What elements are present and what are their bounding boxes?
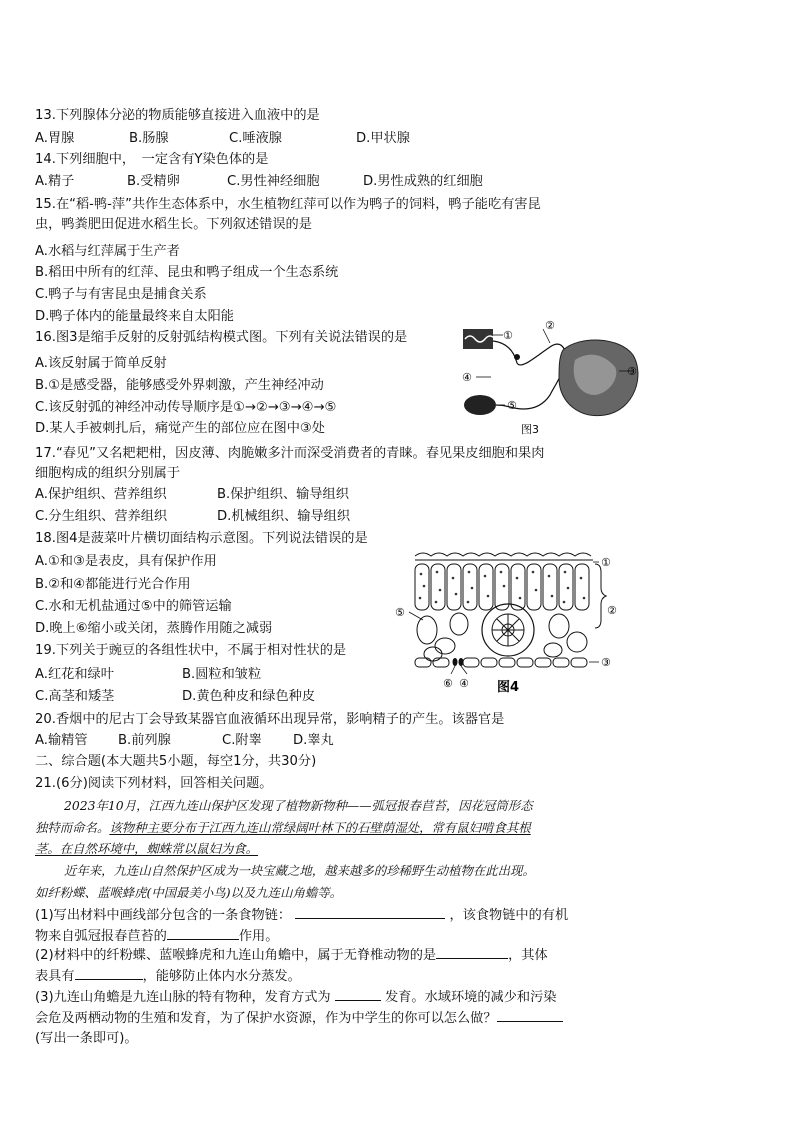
q21-sub2-blank-invertebrate[interactable] <box>436 946 508 959</box>
q18-option-a: A.①和③是表皮，具有保护作用 <box>35 554 217 569</box>
q13-stem: 13.下列腺体分泌的物质能够直接进入血液中的是 <box>35 108 320 123</box>
q15-option-a: A.水稻与红萍属于生产者 <box>35 244 180 259</box>
q13-option-c: C.唾液腺 <box>229 131 282 146</box>
q14-option-a: A.精子 <box>35 174 75 189</box>
q16-option-b: B.①是感受器，能够感受外界刺激，产生神经冲动 <box>35 378 324 393</box>
q20-option-d: D.睾丸 <box>293 733 334 748</box>
spongy-tissue-shape <box>417 613 587 661</box>
palisade-tissue-shape <box>415 564 589 610</box>
q17-option-a: A.保护组织、营养组织 <box>35 487 167 502</box>
fig3-label-3: ③ <box>627 365 637 378</box>
fig4-label-3: ③ <box>601 656 611 669</box>
q17-stem-line2: 细胞构成的组织分别属于 <box>35 466 181 481</box>
fig3-label-1: ① <box>503 329 513 342</box>
q15-stem-line2: 虫，鸭粪肥田促进水稻生长。下列叙述错误的是 <box>35 217 312 232</box>
q15-option-b: B.稻田中所有的红萍、昆虫和鸭子组成一个生态系统 <box>35 265 339 280</box>
q17-option-c: C.分生组织、营养组织 <box>35 509 168 524</box>
q21-sub1-blank-food-chain[interactable] <box>295 906 445 919</box>
q21-sub1-blank-process[interactable] <box>167 927 239 940</box>
q19-stem: 19.下列关于豌豆的各组性状中，不属于相对性状的是 <box>35 643 347 658</box>
q13-option-a: A.胃腺 <box>35 131 75 146</box>
material-p1-line2a: 独特而命名。 <box>35 820 110 835</box>
q21-sub1-text-a: (1)写出材料中画线部分包含的一条食物链： <box>35 908 292 923</box>
q19-option-b: B.圆粒和皱粒 <box>182 667 262 682</box>
q21-sub3-text-c: 会危及两栖动物的生殖和发育，为了保护水资源，作为中学生的你可以怎么做？ <box>35 1011 497 1026</box>
material-underlined-part1: 该物种主要分布于江西九连山常绿阔叶林下的石壁荫湿处，常有鼠妇啃食其根 <box>109 820 531 835</box>
fig4-label-2: ② <box>607 604 617 617</box>
lower-epidermis-shape <box>415 658 587 667</box>
figure-4-leaf-cross-section <box>393 550 623 698</box>
q15-stem-line1: 15.在“稻-鸭-萍”共作生态体系中，水生植物红萍可以作为鸭子的饲料，鸭子能吃有害昆 <box>35 197 541 212</box>
q21-sub3-note: (写出一条即可)。 <box>35 1031 138 1046</box>
material-p2-line2: 如纤粉蝶、蓝喉蜂虎(中国最美小鸟)以及九连山角蟾等。 <box>35 885 343 900</box>
q17-stem-line1: 17.“春见”又名耙耙柑，因皮薄、肉脆嫩多汁而深受消费者的青睐。春见果皮细胞和果肉 <box>35 446 545 461</box>
q21-sub3-blank-development[interactable] <box>335 988 381 1001</box>
q16-option-c: C.该反射弧的神经冲动传导顺序是①→②→③→④→⑤ <box>35 400 337 415</box>
q21-sub2-text-d: ，能够防止体内水分蒸发。 <box>142 969 301 984</box>
receptor-skin-shape <box>463 329 493 349</box>
material-p2-line1: 近年来，九连山自然保护区成为一块宝藏之地，越来越多的珍稀野生动植物在此出现。 <box>64 863 535 878</box>
stoma-shape <box>453 658 458 666</box>
q18-option-c: C.水和无机盐通过⑤中的筛管运输 <box>35 599 232 614</box>
fig4-label-5: ⑤ <box>395 606 405 619</box>
q16-option-a: A.该反射属于简单反射 <box>35 356 167 371</box>
q14-option-d: D.男性成熟的红细胞 <box>363 174 483 189</box>
q16-stem: 16.图3是缩手反射的反射弧结构模式图。下列有关说法错误的是 <box>35 330 408 345</box>
material-p1-line1: 2023年10月，江西九连山保护区发现了植物新物种——弧冠报春苣苔，因花冠筒形态 <box>64 798 533 813</box>
fig4-label-6: ⑥ <box>443 677 453 690</box>
q21-sub3-text-b: 发育。水域环境的减少和污染 <box>385 990 557 1005</box>
q21-sub2-text-b: ，其体 <box>508 948 548 963</box>
vein-bundle-shape <box>482 604 534 656</box>
q21-sub3-blank-action[interactable] <box>497 1009 563 1022</box>
q20-stem: 20.香烟中的尼古丁会导致某器官血液循环出现异常，影响精子的产生。该器官是 <box>35 712 505 727</box>
q18-option-d: D.晚上⑥缩小或关闭，蒸腾作用随之减弱 <box>35 621 273 636</box>
q19-option-a: A.红花和绿叶 <box>35 667 114 682</box>
q15-option-c: C.鸭子与有害昆虫是捕食关系 <box>35 287 207 302</box>
q14-option-b: B.受精卵 <box>127 174 180 189</box>
q21-sub3-text-a: (3)九连山角蟾是九连山脉的特有物种，发育方式为 <box>35 990 331 1005</box>
fig3-label-4: ④ <box>462 371 472 384</box>
q21-sub2-text-c: 表具有 <box>35 969 75 984</box>
q20-option-c: C.附睾 <box>222 733 262 748</box>
fig4-label-1: ① <box>601 556 611 569</box>
q21-sub1-text-b: ，该食物链中的有机 <box>449 908 569 923</box>
fig3-label-2: ② <box>545 319 555 332</box>
upper-epidermis-shape <box>415 553 593 560</box>
q16-option-d: D.某人手被刺扎后，痛觉产生的部位应在图中③处 <box>35 421 325 436</box>
q15-option-d: D.鸭子体内的能量最终来自太阳能 <box>35 309 234 324</box>
q19-option-d: D.黄色种皮和绿色种皮 <box>182 689 316 704</box>
q18-option-b: B.②和④都能进行光合作用 <box>35 577 191 592</box>
material-underlined-part2: 茎。在自然环境中，蜘蛛常以鼠妇为食。 <box>35 841 259 856</box>
q20-option-a: A.输精管 <box>35 733 88 748</box>
q21-sub1-text-c: 物来自弧冠报春苣苔的 <box>35 929 167 944</box>
q20-option-b: B.前列腺 <box>118 733 171 748</box>
figure-3-reflex-arc <box>455 315 655 440</box>
q14-option-c: C.男性神经细胞 <box>227 174 320 189</box>
q13-option-d: D.甲状腺 <box>356 131 410 146</box>
q14-stem: 14.下列细胞中， 一定含有Y染色体的是 <box>35 152 269 167</box>
q18-stem: 18.图4是菠菜叶片横切面结构示意图。下列说法错误的是 <box>35 531 368 546</box>
q21-sub1-text-d: 作用。 <box>238 929 279 944</box>
fig4-label-4: ④ <box>459 677 469 690</box>
q21-sub2-text-a: (2)材料中的纤粉蝶、蓝喉蜂虎和九连山角蟾中，属于无脊椎动物的是 <box>35 948 437 963</box>
q17-option-d: D.机械组织、输导组织 <box>217 509 351 524</box>
q21-stem: 21.(6分)阅读下列材料，回答相关问题。 <box>35 776 273 791</box>
q19-option-c: C.高茎和矮茎 <box>35 689 115 704</box>
q13-option-b: B.肠腺 <box>129 131 169 146</box>
q17-option-b: B.保护组织、输导组织 <box>217 487 349 502</box>
section-2-heading: 二、综合题(本大题共5小题，每空1分，共30分) <box>35 754 317 769</box>
effector-muscle-shape <box>464 395 496 415</box>
fig3-caption: 图3 <box>521 423 539 436</box>
q21-sub2-blank-body-covering[interactable] <box>75 967 143 980</box>
fig4-caption: 图4 <box>497 680 520 695</box>
fig3-label-5: ⑤ <box>507 399 517 412</box>
